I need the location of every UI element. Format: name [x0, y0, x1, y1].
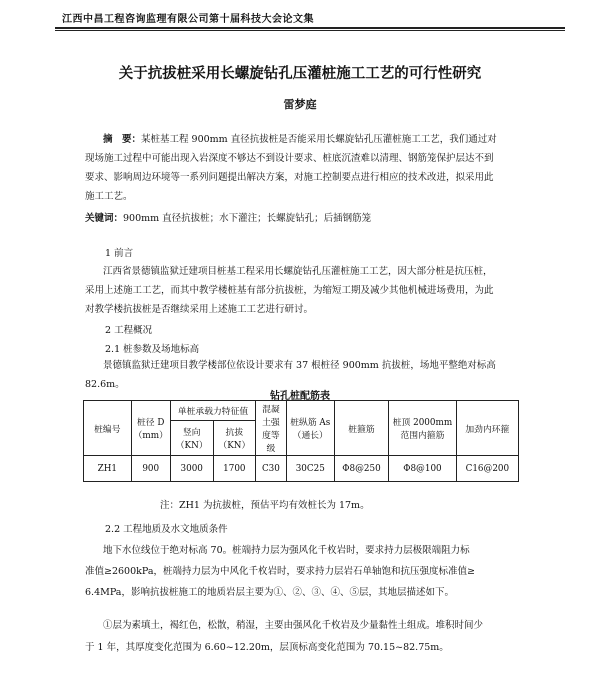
abstract-line: 要求、影响周边环境等一系列问题提出解决方案，对施工控制要点进行相应的技术改进，拟采用此	[85, 172, 494, 183]
header-stiffener: 加劲内环箍	[456, 401, 518, 456]
paragraph-line: 采用上述施工工艺，而其中教学楼桩基有部分抗拔桩，为缩短工期及减少其他机械进场费用，为此	[85, 285, 494, 296]
header-pile-no: 桩编号	[84, 401, 132, 456]
header-uplift: 抗拔（KN）	[213, 420, 256, 455]
header-spiral-2000: 桩顶 2000mm 范围内箍筋	[389, 401, 457, 456]
paragraph-line: 82.6m。	[85, 379, 125, 390]
abstract	[85, 130, 535, 206]
section-1-body	[85, 262, 540, 319]
header-compress: 竖向（KN）	[170, 420, 213, 455]
header-concrete: 混凝土强度等级	[256, 401, 287, 456]
header-capacity-group: 单桩承载力特征值	[170, 401, 255, 421]
cell-pile-no: ZH1	[84, 456, 132, 482]
paragraph-line: 准值≥2600kPa，桩端持力层为中风化千枚岩时，要求持力层岩石单轴饱和抗压强度标准值≥	[85, 566, 475, 577]
paragraph-line: 对教学楼抗拔桩是否继续采用上述施工工艺进行研讨。	[85, 304, 314, 315]
paragraph-line: 景德镇监狱迁建项目教学楼部位依设计要求有 37 根桩径 900mm 抗拔桩，场地平整绝对标高	[103, 360, 496, 371]
reinforcement-table	[83, 400, 519, 482]
abstract-line: 现场施工过程中可能出现入岩深度不够达不到设计要求、桩底沉渣难以清理、钢筋笼保护层达不到	[85, 153, 494, 164]
paragraph-line: 地下水位线位于绝对标高 70。桩端持力层为强风化千枚岩时，要求持力层极限端阻力标	[103, 545, 470, 556]
cell-compress: 3000	[170, 456, 213, 482]
paper-title: 关于抗拔桩采用长螺旋钻孔压灌桩施工工艺的可行性研究	[118, 66, 482, 82]
keywords	[85, 210, 535, 224]
cell-concrete: C30	[256, 456, 287, 482]
abstract-label: 摘 要：	[103, 134, 142, 145]
section-heading-2: 2 工程概况	[105, 325, 153, 336]
section-heading-1: 1 前言	[105, 248, 134, 259]
journal-header: 江西中昌工程咨询监理有限公司第十届科技大会论文集	[62, 14, 314, 25]
abstract-line: 施工工艺。	[85, 191, 133, 202]
keywords-text: 900mm 直径抗拔桩；水下灌注；长螺旋钻孔；后插钢筋笼	[123, 213, 372, 224]
table-header-row	[84, 401, 519, 421]
table-title: 钻孔桩配筋表	[270, 391, 330, 402]
cell-spiral: Φ8@250	[334, 456, 388, 482]
cell-uplift: 1700	[213, 456, 256, 482]
paragraph-line: 6.4MPa，影响抗拔桩施工的地质岩层主要为①、②、③、④、⑤层，其地层描述如下。	[85, 587, 454, 598]
paragraph-line: ①层为素填土，褐红色，松散，稍湿，主要由强风化千枚岩及少量黏性土组成。堆积时间少	[103, 620, 484, 631]
paragraph-line: 于 1 年，其厚度变化范围为 6.60~12.20m，层顶标高变化范围为 70.15~82.75m。	[85, 642, 449, 653]
header-rule	[55, 27, 565, 29]
section-heading-2-1: 2.1 桩参数及场地标高	[105, 344, 200, 355]
header-spiral: 桩箍筋	[334, 401, 388, 456]
paragraph-line: 江西省景德镇监狱迁建项目桩基工程采用长螺旋钻孔压灌桩施工工艺，因大部分桩是抗压桩，	[103, 266, 493, 277]
author: 雷梦庭	[283, 98, 317, 111]
layer-description	[85, 615, 545, 659]
cell-spiral-2000: Φ8@100	[389, 456, 457, 482]
header-rule-thin	[55, 30, 565, 31]
header-long-bar: 桩纵筋 As（通长）	[286, 401, 334, 456]
cell-stiffener: C16@200	[456, 456, 518, 482]
table-note: 注：ZH1 为抗拔桩，预估平均有效桩长为 17m。	[160, 500, 370, 511]
keywords-label: 关键词：	[85, 213, 124, 224]
table-row	[84, 456, 519, 482]
cell-diameter: 900	[131, 456, 170, 482]
abstract-line: 某桩基工程 900mm 直径抗拔桩是否能采用长螺旋钻孔压灌桩施工工艺，我们通过对	[141, 134, 497, 145]
section-heading-2-2: 2.2 工程地质及水文地质条件	[105, 524, 228, 535]
header-diameter: 桩径 D（mm）	[131, 401, 170, 456]
cell-long-bar: 30C25	[286, 456, 334, 482]
section-2-2-body	[85, 540, 545, 603]
